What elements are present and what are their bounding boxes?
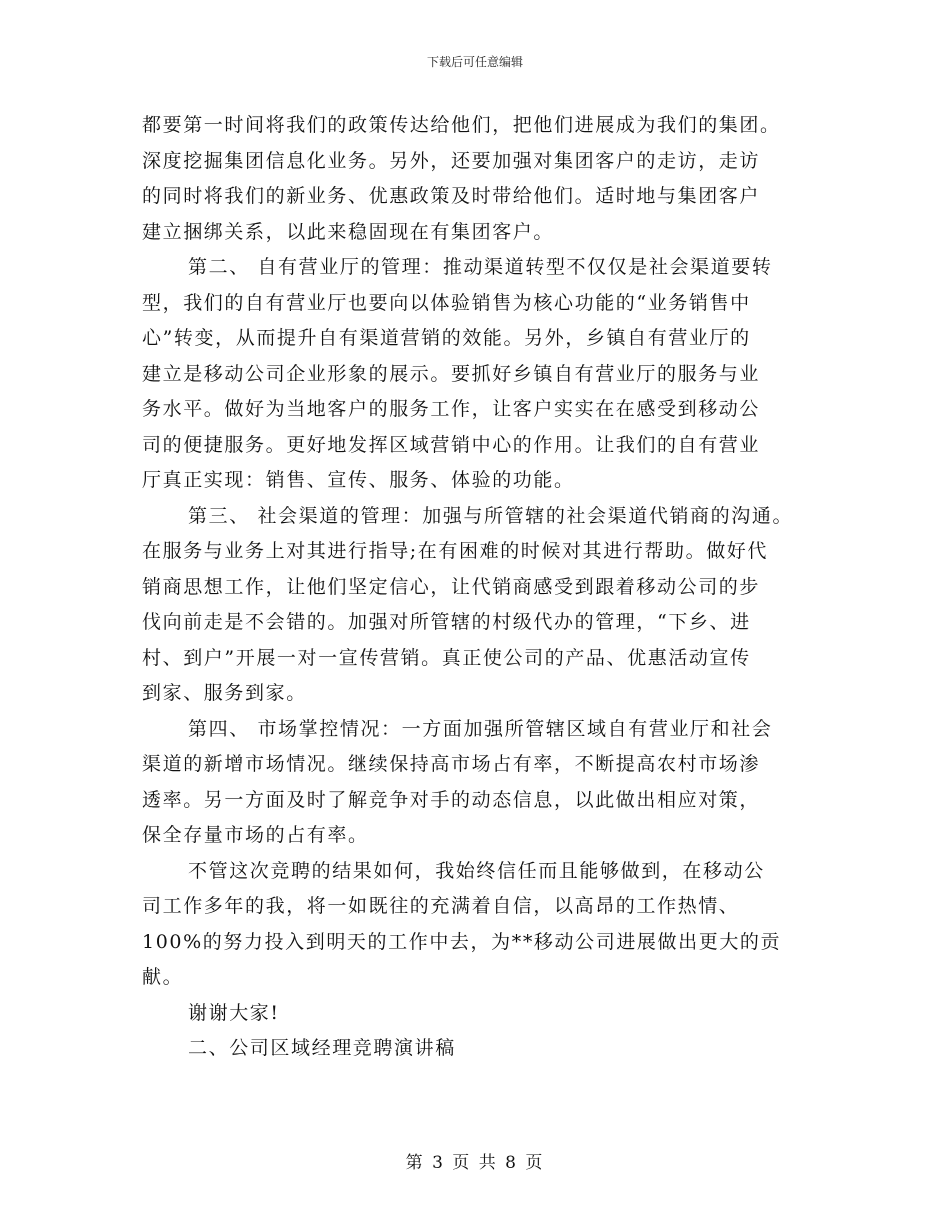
text-line: 渠道的新增市场情况。继续保持高市场占有率，不断提高农村市场渗: [142, 753, 761, 775]
text-line: 务水平。做好为当地客户的服务工作，让客户实实在在感受到移动公: [142, 398, 761, 420]
text-line: 型，我们的自有营业厅也要向以体验销售为核心功能的“业务销售中: [142, 291, 751, 314]
text-line: 在服务与业务上对其进行指导;在有困难的时候对其进行帮助。做好代: [142, 540, 769, 562]
text-line: 司工作多年的我，将一如既往的充满着自信，以高昂的工作热情、: [142, 895, 740, 917]
text-line: 保全存量市场的占有率。: [142, 824, 369, 846]
text-line: 到家、服务到家。: [142, 682, 307, 704]
text-line: 伐向前走是不会错的。加强对所管辖的村级代办的管理，“下乡、进: [142, 611, 751, 633]
text-line: 第三、 社会渠道的管理：加强与所管辖的社会渠道代销商的沟通。: [188, 504, 794, 527]
text-line: 深度挖掘集团信息化业务。另外，还要加强对集团客户的走访，走访: [142, 149, 761, 172]
text-line: 建立是移动公司企业形象的展示。要抓好乡镇自有营业厅的服务与业: [142, 362, 761, 385]
text-line: 建立捆绑关系，以此来稳固现在有集团客户。: [142, 220, 555, 243]
document-body: [142, 108, 822, 1067]
page-header: 下载后可任意编辑: [426, 55, 523, 69]
text-line: 厅真正实现：销售、宣传、服务、体验的功能。: [142, 469, 575, 491]
text-line: 第二、 自有营业厅的管理：推动渠道转型不仅仅是社会渠道要转: [188, 256, 773, 278]
text-line: 销商思想工作，让他们坚定信心，让代销商感受到跟着移动公司的步: [142, 575, 761, 598]
text-line: 献。: [142, 966, 184, 988]
text-line: 司的便捷服务。更好地发挥区域营销中心的作用。让我们的自有营业: [142, 433, 761, 456]
text-line: 不管这次竞聘的结果如何，我始终信任而且能够做到，在移动公: [188, 859, 765, 882]
text-line: 的同时将我们的新业务、优惠政策及时带给他们。适时地与集团客户: [142, 185, 761, 207]
page-footer: 第 3 页 共 8 页: [405, 1153, 545, 1173]
text-line: 谢谢大家!: [188, 1001, 280, 1024]
text-line: 都要第一时间将我们的政策传达给他们，把他们进展成为我们的集团。: [142, 114, 781, 136]
text-line: 村、到户”开展一对一宣传营销。真正使公司的产品、优惠活动宣传: [142, 646, 751, 669]
text-line: 第四、 市场掌控情况：一方面加强所管辖区域自有营业厅和社会: [188, 717, 773, 740]
text-line: 心”转变，从而提升自有渠道营销的效能。另外，乡镇自有营业厅的: [142, 327, 751, 349]
text-line: 100%的努力投入到明天的工作中去，为**移动公司进展做出更大的贡: [142, 930, 782, 953]
text-line: 透率。另一方面及时了解竞争对手的动态信息，以此做出相应对策，: [142, 788, 761, 811]
text-line: 二、公司区域经理竞聘演讲稿: [188, 1037, 456, 1059]
